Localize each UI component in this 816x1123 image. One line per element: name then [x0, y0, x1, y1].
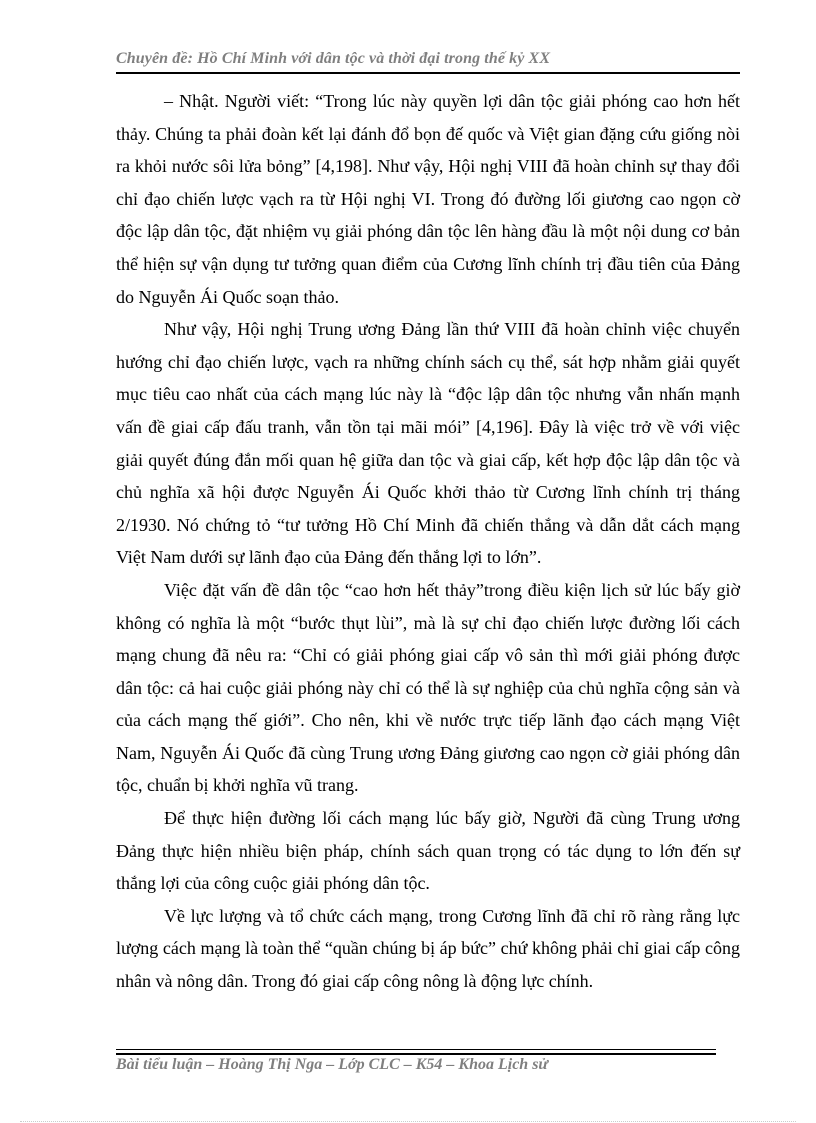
paragraph-5: Về lực lượng và tổ chức cách mạng, trong Cương lĩnh đã chỉ rõ ràng rằng lực lượng cách mạng là toàn thể “quần chúng bị áp bức” chứ không phải chỉ giai cấp công nhân và nông dân. Trong đó giai cấp công nông là động lực chính. [116, 905, 740, 992]
paragraph-3: Việc đặt vấn đề dân tộc “cao hơn hết thảy”trong điều kiện lịch sử lúc bấy giờ không có nghĩa là một “bước thụt lùi”, mà là sự chỉ đạo chiến lược đường lối cách mạng chung đã nêu ra: “Chỉ có giải phóng giai cấp vô sản thì mới giải phóng được dân tộc: cả hai cuộc giải phóng này chỉ có thể là sự nghiệp của chủ nghĩa cộng sản và của cách mạng thế giới”. Cho nên, khi về nước trực tiếp lãnh đạo cách mạng Việt Nam, Nguyễn Ái Quốc đã cùng Trung ương Đảng giương cao ngọn cờ giải phóng dân tộc, chuẩn bị khởi nghĩa vũ trang. [116, 579, 740, 796]
footer-divider-thick [116, 1053, 716, 1055]
header-divider [116, 72, 740, 74]
paragraph-1: – Nhật. Người viết: “Trong lúc này quyền lợi dân tộc giải phóng cao hơn hết thảy. Chúng ta phải đoàn kết lại đánh đổ bọn đế quốc và Việt gian đặng cứu giống nòi ra khỏi nước sôi lửa bỏng” [4,198]. Như vậy, Hội nghị VIII đã hoàn chỉnh sự thay đổi chỉ đạo chiến lược vạch ra từ Hội nghị VI. Trong đó đường lối giương cao ngọn cờ độc lập dân tộc, đặt nhiệm vụ giải phóng dân tộc lên hàng đầu là một nội dung cơ bản thể hiện sự vận dụng tư tưởng quan điểm của Cương lĩnh chính trị đầu tiên của Đảng do Nguyễn Ái Quốc soạn thảo. [116, 91, 740, 307]
page-header: Chuyên đề: Hồ Chí Minh với dân tộc và thời đại trong thế kỷ XX [116, 50, 551, 67]
paragraph-4: Để thực hiện đường lối cách mạng lúc bấy giờ, Người đã cùng Trung ương Đảng thực hiện nhiều biện pháp, chính sách quan trọng có tác dụng to lớn đến sự thắng lợi của công cuộc giải phóng dân tộc. [116, 808, 740, 894]
paragraph-2: Như vậy, Hội nghị Trung ương Đảng lần thứ VIII đã hoàn chỉnh việc chuyển hướng chỉ đạo chiến lược, vạch ra những chính sách cụ thể, sát hợp nhằm giải quyết mục tiêu cao nhất của cách mạng lúc này là “độc lập dân tộc nhưng vẫn nhấn mạnh vấn đề giai cấp đấu tranh, vẫn tồn tại mãi mói” [4,196]. Đây là việc trở về với việc giải quyết đúng đắn mối quan hệ giữa dan tộc và giai cấp, kết hợp độc lập dân tộc và chủ nghĩa xã hội được Nguyễn Ái Quốc khởi thảo từ Cương lĩnh chính trị tháng 2/1930. Nó chứng tỏ “tư tưởng Hồ Chí Minh đã chiến thắng và dẫn dắt cách mạng Việt Nam dưới sự lãnh đạo của Đảng đến thắng lợi to lớn”. [116, 319, 740, 568]
page-footer: Bài tiểu luận – Hoàng Thị Nga – Lớp CLC – K54 – Khoa Lịch sử [116, 1056, 549, 1073]
page-bottom-edge [20, 1121, 796, 1122]
document-body [116, 85, 740, 998]
footer-divider-thin [116, 1049, 716, 1050]
